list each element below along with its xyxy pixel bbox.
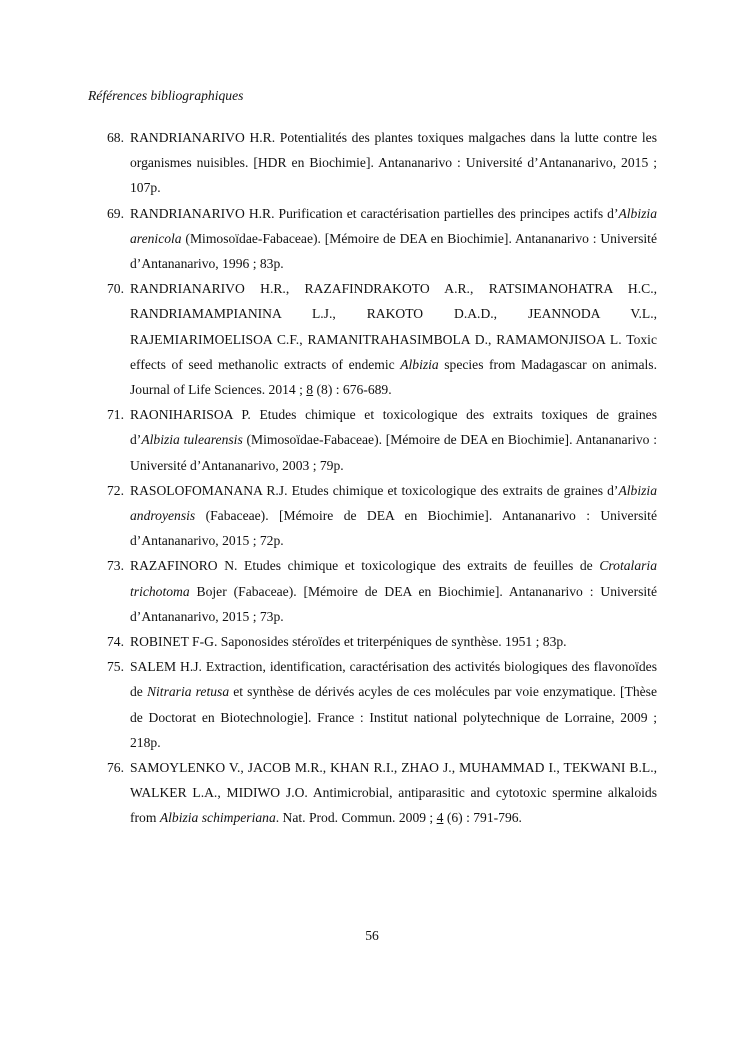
reference-text	[130, 760, 657, 825]
reference-text-segment: (8) : 676-689.	[313, 382, 392, 398]
reference-text	[130, 659, 657, 750]
reference-number: 70.	[107, 281, 124, 297]
reference-entry	[92, 629, 657, 654]
volume-number: 4	[436, 810, 444, 826]
reference-text	[130, 483, 657, 548]
reference-entry	[92, 553, 657, 629]
reference-number: 69.	[107, 205, 124, 221]
reference-text-segment: RANDRIANARIVO H.R. Potentialités des plantes toxiques malgaches dans la lutte contre les organismes nuisibles. [HDR en Biochimie]. Antananarivo : Université d’Antananarivo, 2015 ; 107p.	[130, 130, 657, 196]
reference-text-segment: RANDRIANARIVO H.R. Purification et caractérisation partielles des principes actifs d’	[130, 205, 619, 221]
species-name: Crotalaria trichotoma	[130, 558, 657, 599]
reference-list	[92, 125, 657, 831]
reference-entry	[92, 125, 657, 201]
reference-text	[130, 634, 567, 649]
reference-number: 73.	[107, 558, 124, 574]
reference-entry	[92, 276, 657, 402]
volume-number: 8	[306, 382, 314, 398]
reference-number: 74.	[107, 634, 124, 650]
reference-text-segment: SALEM H.J. Extraction, identification, caractérisation des activités biologiques des flavonoïdes de	[130, 659, 657, 700]
reference-entry	[92, 654, 657, 755]
reference-text-segment: . Nat. Prod. Commun. 2009 ;	[275, 810, 437, 826]
reference-text	[130, 206, 657, 271]
reference-entry	[92, 402, 657, 478]
reference-text-segment: (Mimosoïdae-Fabaceae). [Mémoire de DEA en Biochimie]. Antananarivo : Université d’Antananarivo, 1996 ; 83p.	[130, 230, 657, 272]
species-name: Albizia arenicola	[130, 205, 657, 246]
reference-number: 75.	[107, 659, 124, 675]
reference-text-segment: Bojer (Fabaceae). [Mémoire de DEA en Biochimie]. Antananarivo : Université d’Antananarivo, 2015 ; 73p.	[130, 583, 657, 624]
reference-number: 72.	[107, 482, 124, 498]
species-name: Albizia	[400, 356, 439, 372]
reference-text-segment: RANDRIANARIVO H.R., RAZAFINDRAKOTO A.R., RATSIMANOHATRA H.C., RANDRIAMAMPIANINA L.J., RAKOTO D.A.D., JEANNODA V.L., RAJEMIARIMOELISOA C.F., RAMANITRAHASIMBOLA D., RAMAMONJISOA L. Toxic effects of seed methanolic extracts of endemic	[130, 281, 657, 372]
reference-text-segment: (Fabaceae). [Mémoire de DEA en Biochimie]. Antananarivo : Université d’Antananarivo, 2015 ; 72p.	[130, 508, 657, 549]
species-name: Albizia androyensis	[130, 482, 657, 524]
species-name: Nitraria retusa	[146, 684, 230, 700]
reference-text	[130, 281, 657, 397]
species-name: Albizia tulearensis	[141, 432, 243, 448]
reference-text	[130, 407, 657, 472]
reference-entry	[92, 755, 657, 831]
reference-text-segment: et synthèse de dérivés acyles de ces molécules par voie enzymatique. [Thèse de Doctorat en Biotechnologie]. France : Institut national polytechnique de Lorraine, 2009 ; 218p.	[130, 684, 658, 750]
reference-text-segment: RAZAFINORO N. Etudes chimique et toxicologique des extraits de feuilles de	[130, 558, 600, 574]
reference-number: 76.	[107, 760, 124, 776]
species-name: Albizia schimperiana	[159, 810, 276, 826]
reference-text-segment: (Mimosoïdae-Fabaceae). [Mémoire de DEA en Biochimie]. Antananarivo : Université d’Antananarivo, 2003 ; 79p.	[130, 432, 657, 473]
reference-text-segment: RASOLOFOMANANA R.J. Etudes chimique et toxicologique des extraits de graines d’	[130, 482, 619, 498]
page-number: 56	[365, 928, 379, 943]
reference-entry	[92, 478, 657, 554]
reference-number: 68.	[107, 130, 124, 145]
reference-text-segment: RAONIHARISOA P. Etudes chimique et toxicologique des extraits toxiques de graines d’	[130, 407, 657, 448]
reference-entry	[92, 201, 657, 277]
reference-text	[130, 558, 657, 623]
reference-number: 71.	[107, 407, 124, 423]
reference-text	[130, 130, 657, 195]
reference-text-segment: (6) : 791-796.	[443, 810, 522, 826]
reference-text-segment: SAMOYLENKO V., JACOB M.R., KHAN R.I., ZHAO J., MUHAMMAD I., TEKWANI B.L., WALKER L.A., MIDIWO J.O. Antimicrobial, antiparasitic and cytotoxic spermine alkaloids from	[130, 760, 657, 826]
running-header: Références bibliographiques	[88, 88, 244, 103]
reference-text-segment: ROBINET F-G. Saponosides stéroïdes et triterpéniques de synthèse. 1951 ; 83p.	[130, 634, 567, 650]
reference-text-segment: species from Madagascar on animals. Journal of Life Sciences. 2014 ;	[130, 356, 657, 398]
